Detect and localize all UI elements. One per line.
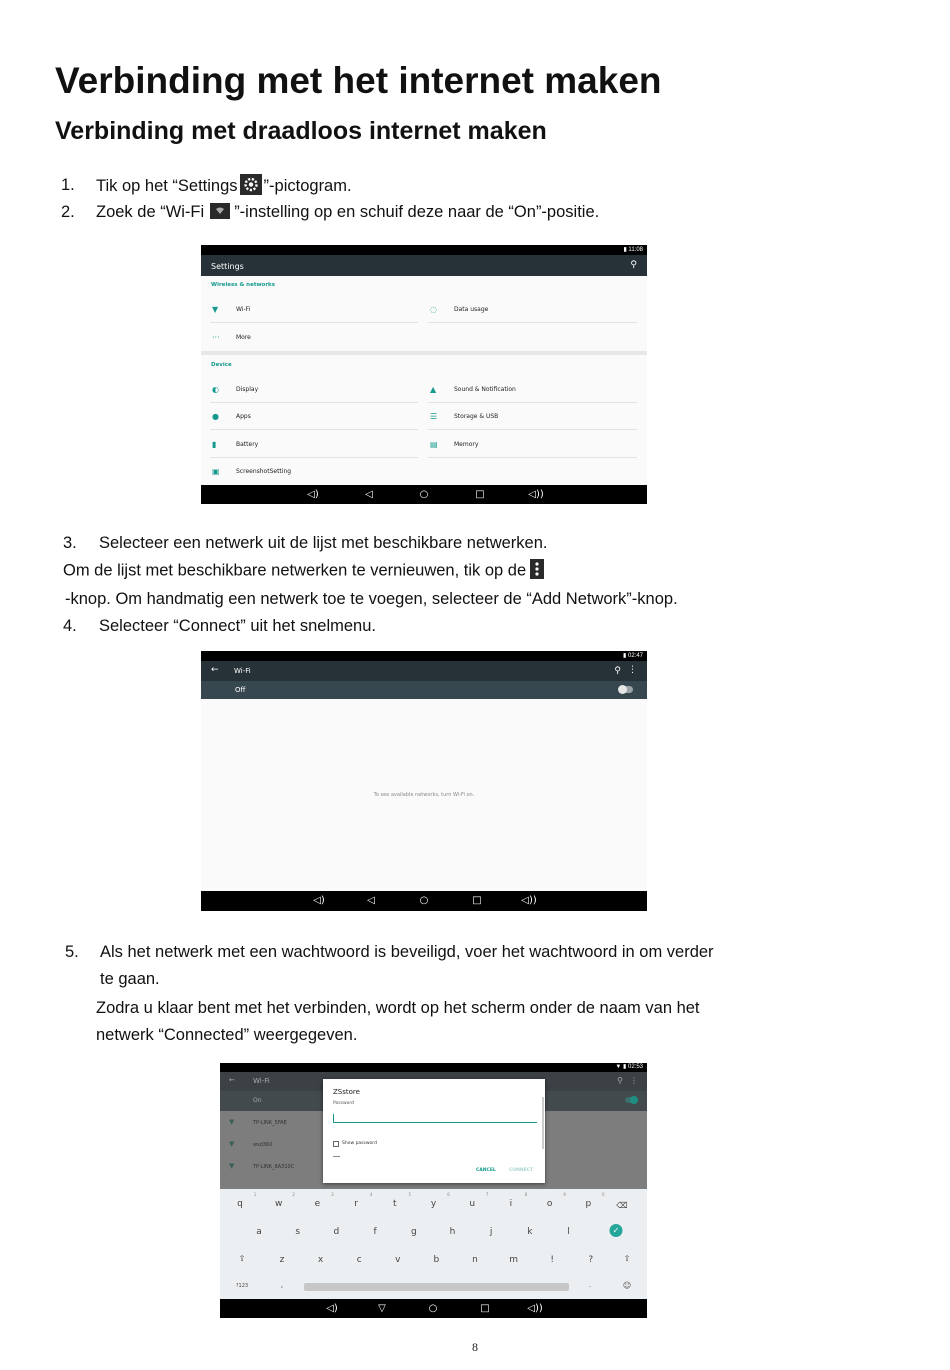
section-device: Device bbox=[211, 362, 232, 368]
shift-key[interactable]: ⇧ bbox=[238, 1254, 246, 1263]
letter-key[interactable]: o bbox=[546, 1199, 553, 1209]
toggle-thumb bbox=[630, 1096, 638, 1104]
step-5-line-2: te gaan. bbox=[100, 970, 160, 988]
page-title: Verbinding met het internet maken bbox=[55, 60, 662, 101]
settings-item-apps[interactable] bbox=[210, 403, 418, 430]
volume-down-icon[interactable]: ◁) bbox=[307, 488, 319, 500]
search-icon[interactable]: ⚲ bbox=[617, 1076, 623, 1085]
letter-key[interactable]: g bbox=[410, 1227, 417, 1237]
step-4-text: Selecteer “Connect” uit het snelmenu. bbox=[99, 617, 376, 635]
key-hint: 3 bbox=[331, 1192, 334, 1197]
more-vert-icon[interactable]: ⋮ bbox=[628, 665, 637, 675]
settings-item-label: ScreenshotSetting bbox=[236, 468, 292, 475]
letter-key[interactable]: w bbox=[275, 1199, 283, 1209]
settings-screenshot bbox=[201, 245, 647, 504]
wifi-toggle[interactable] bbox=[619, 686, 633, 693]
volume-down-icon[interactable]: ◁) bbox=[326, 1302, 338, 1314]
key-hint: 7 bbox=[485, 1192, 489, 1197]
key-hint: 2 bbox=[292, 1192, 295, 1197]
recents-icon[interactable]: □ bbox=[472, 895, 482, 906]
back-icon[interactable]: ◁ bbox=[367, 895, 375, 906]
data-usage-icon: ◌ bbox=[430, 305, 437, 314]
wifi-signal-icon: ▼ bbox=[229, 1162, 235, 1170]
status-time: 11:08 bbox=[628, 247, 643, 253]
step-4-number: 4. bbox=[63, 617, 77, 635]
period-key[interactable]: . bbox=[588, 1281, 592, 1289]
wifi-title: Wi-Fi bbox=[234, 667, 251, 675]
step-1-number: 1. bbox=[61, 176, 75, 194]
settings-toolbar bbox=[201, 255, 647, 276]
step-1-before: Tik op het “Settings bbox=[96, 176, 238, 195]
step-5-number: 5. bbox=[65, 943, 79, 961]
letter-key[interactable]: ! bbox=[550, 1255, 554, 1265]
letter-key[interactable]: b bbox=[433, 1255, 440, 1265]
settings-item-data-usage[interactable] bbox=[428, 296, 637, 323]
text-cursor bbox=[333, 1114, 334, 1122]
section-divider bbox=[201, 351, 647, 355]
show-password-checkbox[interactable] bbox=[333, 1141, 339, 1147]
wifi-toggle[interactable] bbox=[625, 1097, 637, 1103]
volume-up-icon[interactable]: ◁)) bbox=[528, 488, 544, 500]
volume-up-icon[interactable]: ◁)) bbox=[521, 895, 537, 906]
network-item[interactable]: TP-LINK_8A310C bbox=[253, 1164, 295, 1170]
step-2-number: 2. bbox=[61, 203, 75, 221]
letter-key[interactable]: e bbox=[314, 1199, 321, 1209]
settings-item-sound[interactable] bbox=[428, 376, 637, 403]
page-number: 8 bbox=[472, 1340, 478, 1354]
memory-icon: ▤ bbox=[430, 440, 438, 449]
letter-key[interactable]: ? bbox=[588, 1255, 594, 1265]
step-5-line-3: Zodra u klaar bent met het verbinden, wordt op het scherm onder de naam van het bbox=[96, 999, 700, 1017]
key-hint: 8 bbox=[524, 1192, 528, 1197]
space-key[interactable] bbox=[304, 1283, 569, 1291]
shift-key-right[interactable]: ⇧ bbox=[623, 1254, 631, 1263]
letter-key[interactable]: s bbox=[295, 1227, 301, 1237]
recents-icon[interactable]: □ bbox=[475, 488, 485, 500]
settings-item-battery[interactable] bbox=[210, 431, 418, 458]
letter-key[interactable]: r bbox=[354, 1199, 358, 1209]
search-icon[interactable]: ⚲ bbox=[630, 260, 637, 270]
settings-item-screenshot[interactable] bbox=[210, 458, 418, 485]
wifi-switch-bar bbox=[201, 681, 647, 699]
password-label: Password bbox=[333, 1101, 355, 1106]
recents-icon[interactable]: □ bbox=[480, 1302, 490, 1314]
show-password-label: Show password bbox=[342, 1141, 377, 1146]
wifi-state: On bbox=[253, 1097, 262, 1104]
key-hint: 0 bbox=[602, 1192, 605, 1197]
display-icon: ◐ bbox=[212, 385, 219, 394]
backspace-key[interactable]: ⌫ bbox=[616, 1201, 628, 1210]
settings-item-memory[interactable] bbox=[428, 431, 637, 458]
settings-title: Settings bbox=[211, 262, 244, 271]
battery-icon: ▮ bbox=[212, 440, 217, 449]
key-hint: 5 bbox=[408, 1192, 412, 1197]
step-2-after: ”-instelling op en schuif deze naar de “On”-positie. bbox=[234, 203, 600, 221]
wifi-off-screenshot bbox=[201, 651, 647, 911]
settings-item-label: Sound & Notification bbox=[454, 386, 516, 393]
connect-button[interactable]: CONNECT bbox=[509, 1168, 534, 1173]
step-5-line-1: Als het netwerk met een wachtwoord is beveiligd, voer het wachtwoord in om verder bbox=[100, 943, 714, 961]
more-icon: ··· bbox=[212, 333, 220, 342]
password-screenshot bbox=[220, 1063, 647, 1318]
status-time: 02:47 bbox=[627, 653, 643, 659]
apps-icon: ● bbox=[212, 412, 219, 421]
more-vert-icon bbox=[530, 559, 544, 579]
letter-key[interactable]: y bbox=[430, 1199, 437, 1209]
step-1-text bbox=[96, 176, 352, 197]
storage-icon: ☰ bbox=[430, 412, 438, 421]
battery-icon: ▮ bbox=[623, 1064, 628, 1070]
volume-up-icon[interactable]: ◁)) bbox=[527, 1302, 543, 1314]
back-arrow-icon[interactable]: ← bbox=[229, 1076, 235, 1084]
toggle-thumb bbox=[618, 685, 627, 694]
step-3-text: Selecteer een netwerk uit de lijst met beschikbare netwerken. bbox=[99, 534, 548, 552]
wifi-signal-icon: ▼ bbox=[615, 1064, 624, 1070]
settings-item-label: Apps bbox=[236, 413, 251, 420]
letter-key[interactable]: a bbox=[256, 1227, 262, 1237]
settings-item-label: Display bbox=[236, 386, 259, 393]
cancel-button[interactable]: CANCEL bbox=[476, 1168, 496, 1173]
home-icon[interactable]: ○ bbox=[419, 895, 429, 906]
settings-item-label: Wi-Fi bbox=[236, 306, 251, 313]
section-wireless: Wireless & networks bbox=[211, 282, 275, 288]
wifi-state: Off bbox=[235, 686, 246, 694]
home-icon[interactable]: ○ bbox=[428, 1302, 438, 1314]
letter-key[interactable]: m bbox=[509, 1255, 518, 1265]
nav-bar bbox=[201, 485, 647, 504]
settings-item-label: More bbox=[236, 334, 251, 341]
settings-item-display[interactable] bbox=[210, 376, 418, 403]
letter-key[interactable]: p bbox=[585, 1199, 592, 1209]
step-3-line-2 bbox=[63, 561, 544, 581]
enter-key[interactable]: ✓ bbox=[610, 1224, 623, 1237]
volume-down-icon[interactable]: ◁) bbox=[313, 895, 325, 906]
step-3-line-3: -knop. Om handmatig een netwerk toe te voegen, selecteer de “Add Network”-knop. bbox=[65, 590, 678, 608]
settings-item-storage[interactable] bbox=[428, 403, 637, 430]
wifi-title: Wi-Fi bbox=[253, 1077, 270, 1085]
dialog-scrollbar[interactable] bbox=[542, 1097, 544, 1149]
dialog-title: ZSstore bbox=[333, 1088, 360, 1096]
letter-key[interactable]: f bbox=[373, 1227, 377, 1237]
letter-key[interactable]: l bbox=[567, 1227, 570, 1237]
status-time: 02:53 bbox=[627, 1064, 643, 1070]
search-icon[interactable]: ⚲ bbox=[614, 665, 621, 675]
wifi-off-message: To see available networks, turn Wi-Fi on. bbox=[373, 792, 475, 798]
gear-icon bbox=[240, 174, 262, 195]
password-input[interactable] bbox=[333, 1113, 537, 1123]
symbols-key[interactable]: ?123 bbox=[235, 1283, 249, 1289]
settings-item-more[interactable] bbox=[210, 324, 418, 351]
letter-key[interactable]: x bbox=[317, 1255, 324, 1265]
letter-key[interactable]: h bbox=[449, 1227, 456, 1237]
nav-bar bbox=[220, 1299, 647, 1318]
step-1-after: ”-pictogram. bbox=[263, 176, 352, 195]
wifi-toolbar bbox=[201, 661, 647, 681]
section-title: Verbinding met draadloos internet maken bbox=[55, 117, 547, 145]
letter-key[interactable]: q bbox=[237, 1199, 243, 1209]
keyboard bbox=[220, 1189, 647, 1299]
nav-bar bbox=[201, 891, 647, 911]
key-hint: 4 bbox=[369, 1192, 373, 1197]
wifi-icon bbox=[210, 203, 230, 219]
settings-item-label: Data usage bbox=[454, 306, 489, 313]
key-hint: 6 bbox=[447, 1192, 450, 1197]
bell-icon: ▲ bbox=[430, 385, 437, 394]
letter-key[interactable]: z bbox=[279, 1255, 285, 1265]
settings-item-wifi[interactable] bbox=[210, 296, 418, 323]
letter-key[interactable]: c bbox=[356, 1255, 362, 1265]
key-hint: 9 bbox=[563, 1192, 566, 1197]
letter-key[interactable]: j bbox=[489, 1227, 493, 1237]
wifi-signal-icon: ▼ bbox=[229, 1140, 235, 1148]
letter-key[interactable]: u bbox=[469, 1199, 476, 1209]
letter-key[interactable]: k bbox=[527, 1227, 533, 1237]
battery-icon: ▮ bbox=[623, 247, 629, 253]
status-bar bbox=[220, 1063, 647, 1072]
step-2-before: Zoek de “Wi-Fi bbox=[96, 203, 205, 221]
more-vert-icon[interactable]: ⋮ bbox=[630, 1076, 638, 1085]
step-2-text bbox=[96, 203, 599, 222]
step-3-line-2-text: Om de lijst met beschikbare netwerken te vernieuwen, tik op de bbox=[63, 561, 527, 580]
back-arrow-icon[interactable]: ← bbox=[211, 665, 219, 675]
wifi-icon: ▼ bbox=[212, 305, 219, 314]
settings-item-label: Battery bbox=[236, 441, 259, 448]
status-bar bbox=[201, 651, 647, 661]
comma-key[interactable]: , bbox=[280, 1281, 284, 1289]
status-bar bbox=[201, 245, 647, 255]
camera-icon: ▣ bbox=[212, 467, 220, 476]
back-down-icon[interactable]: ▽ bbox=[378, 1302, 386, 1314]
letter-key[interactable]: n bbox=[472, 1255, 478, 1265]
home-icon[interactable]: ○ bbox=[419, 488, 429, 500]
dialog-divider bbox=[333, 1156, 340, 1157]
step-5-line-4: netwerk “Connected” weergegeven. bbox=[96, 1026, 358, 1044]
letter-key[interactable]: d bbox=[333, 1227, 340, 1237]
network-item[interactable]: TP-LINK_5FAE bbox=[253, 1120, 287, 1126]
settings-item-label: Storage & USB bbox=[454, 413, 499, 420]
step-3-number: 3. bbox=[63, 534, 77, 552]
network-item[interactable]: wsd360 bbox=[253, 1142, 273, 1148]
emoji-key[interactable]: ☺ bbox=[622, 1281, 632, 1290]
letter-key[interactable]: t bbox=[393, 1199, 397, 1209]
battery-icon: ▮ bbox=[623, 653, 628, 659]
settings-item-label: Memory bbox=[454, 441, 479, 448]
back-icon[interactable]: ◁ bbox=[365, 488, 373, 500]
key-hint: 1 bbox=[253, 1192, 257, 1197]
wifi-signal-icon: ▼ bbox=[229, 1118, 235, 1126]
letter-key[interactable]: i bbox=[509, 1199, 513, 1209]
letter-key[interactable]: v bbox=[395, 1255, 401, 1265]
password-dialog bbox=[323, 1079, 545, 1183]
